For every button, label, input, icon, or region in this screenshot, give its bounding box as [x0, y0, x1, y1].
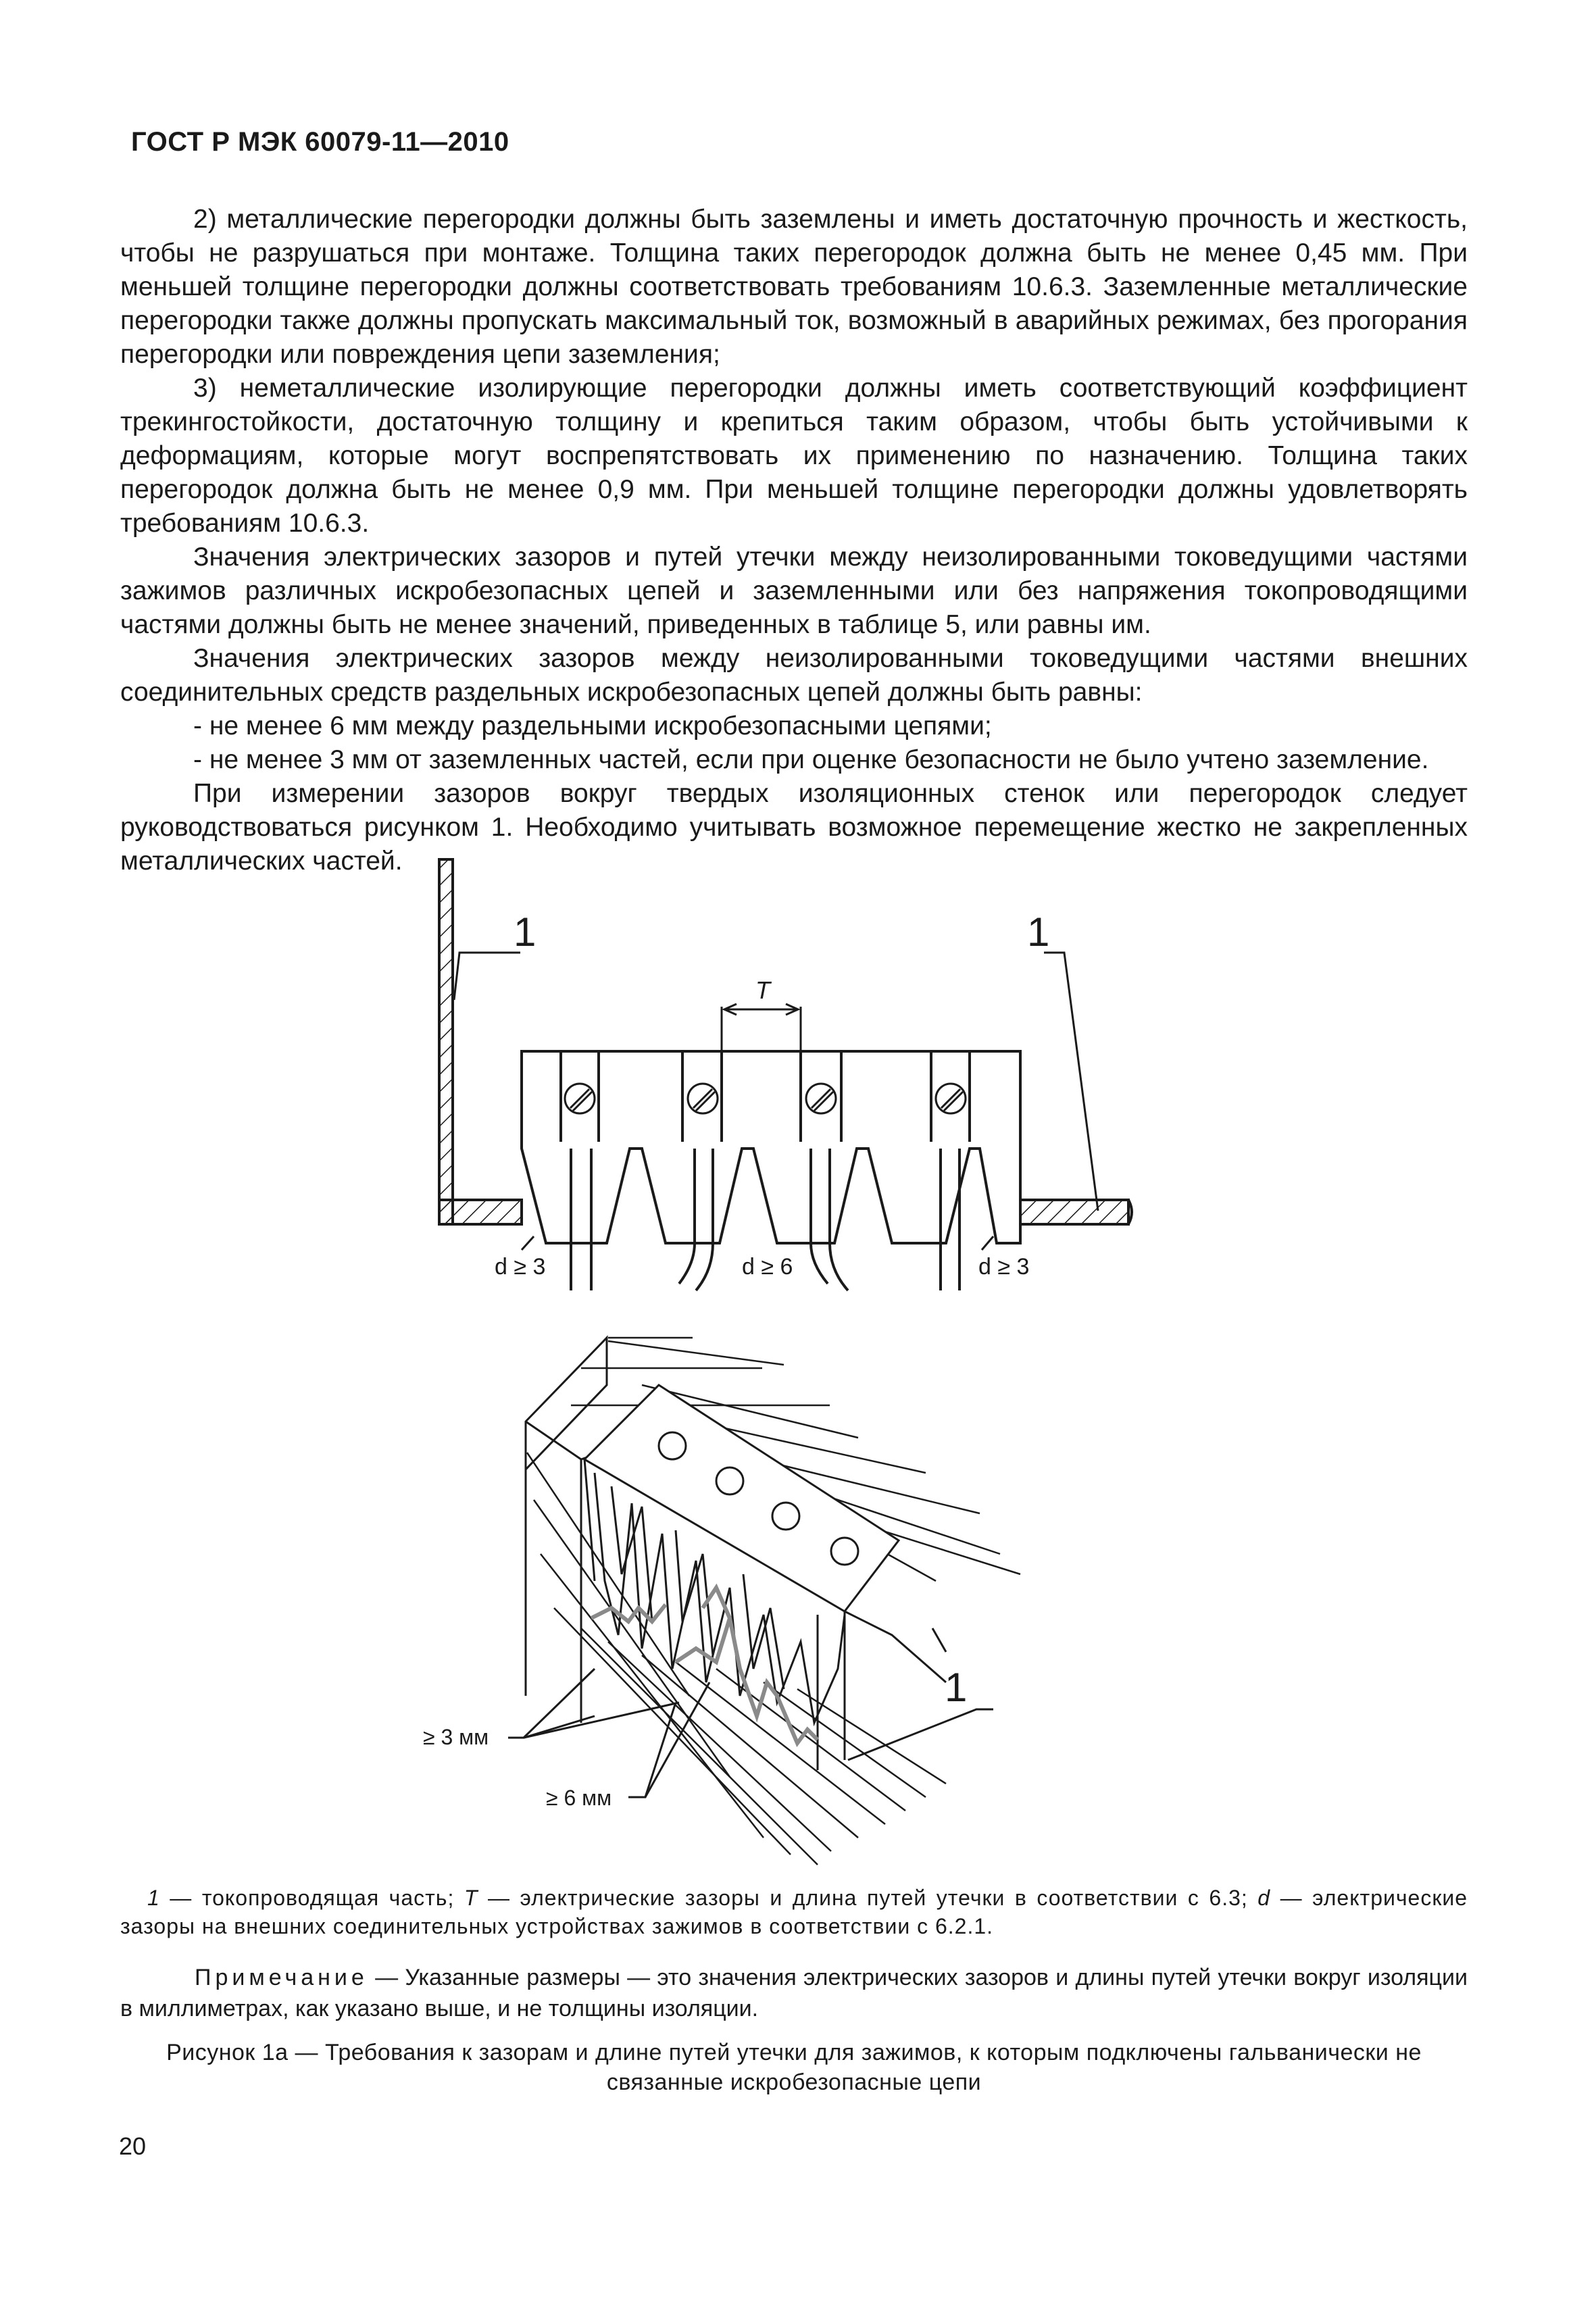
- legend-key-d: d: [1257, 1886, 1271, 1910]
- figure-legend: [120, 1884, 1468, 1940]
- paragraph-5: При измерении зазоров вокруг твердых изоляционных стенок или перегородок следует руководствоваться рисунком 1. Необходимо учитывать возможное перемещение жестко не закрепленных металлических частей.: [120, 779, 1468, 876]
- label-d-left: d ≥ 3: [495, 1254, 546, 1280]
- legend-text-d: — электрические зазоры на внешних соединительных устройствах зажимов в соответствии с 6.2.1.: [120, 1886, 1468, 1938]
- document-header: ГОСТ Р МЭК 60079-11—2010: [131, 127, 509, 157]
- paragraph-2: 3) неметаллические изолирующие перегородки должны иметь соответствующий коэффициент трекингостойкости, достаточную толщину и крепиться таким образом, чтобы быть устойчивыми к деформациям, которые могут воспрепятствовать их применению по назначению. Толщина таких перегородок должна быть не менее 0,9 мм. При меньшей толщине перегородки должны удовлетворять требованиям 10.6.3.: [120, 374, 1468, 538]
- legend-text-1: — токопроводящая часть;: [159, 1886, 464, 1910]
- legend-key-T: T: [464, 1886, 478, 1910]
- note: [120, 1962, 1468, 2024]
- label-3mm: ≥ 3 мм: [423, 1725, 489, 1749]
- label-1-right: 1: [1027, 909, 1050, 955]
- note-prefix: Примечание: [195, 1965, 368, 1990]
- list-item-2: - не менее 3 мм от заземленных частей, если при оценке безопасности не было учтено заземление.: [193, 745, 1429, 774]
- page-number: 20: [119, 2132, 147, 2160]
- legend-text-T: — электрические зазоры и длина путей утечки в соответствии с 6.3;: [478, 1886, 1258, 1910]
- legend-key-1: 1: [147, 1886, 160, 1910]
- list-item-1: - не менее 6 мм между раздельными искробезопасными цепями;: [193, 711, 992, 740]
- note-text: — Указанные размеры — это значения электрических зазоров и длины путей утечки вокруг изоляции в миллиметрах, как указано выше, и не толщины изоляции.: [120, 1965, 1468, 2021]
- paragraph-1: 2) металлические перегородки должны быть заземлены и иметь достаточную прочность и жесткость, чтобы не разрушаться при монтаже. Толщина таких перегородок должна быть не менее 0,45 мм. При меньшей толщине перегородки должны соответствовать требованиям 10.6.3. Заземленные металлические перегородки также должны пропускать максимальный ток, возможный в аварийных режимах, без прогорания перегородки или повреждения цепи заземления;: [120, 205, 1468, 369]
- label-d-mid: d ≥ 6: [742, 1254, 793, 1280]
- figure-title: Рисунок 1а — Требования к зазорам и длине путей утечки для зажимов, к которым подключены гальванически не связанные искробезопасные цепи: [166, 2040, 1422, 2095]
- label-1-iso: 1: [945, 1665, 968, 1710]
- paragraph-4: Значения электрических зазоров между неизолированными токоведущими частями внешних соединительных средств раздельных искробезопасных цепей должны быть равны:: [120, 644, 1468, 707]
- label-T: T: [755, 976, 770, 1004]
- label-d-right: d ≥ 3: [978, 1254, 1030, 1280]
- label-1-left: 1: [514, 909, 537, 955]
- label-6mm: ≥ 6 мм: [546, 1786, 612, 1810]
- paragraph-3: Значения электрических зазоров и путей утечки между неизолированными токоведущими частями зажимов различных искробезопасных цепей и заземленными или без напряжения токопроводящими частями должны быть не менее значений, приведенных в таблице 5, или равны им.: [120, 543, 1468, 639]
